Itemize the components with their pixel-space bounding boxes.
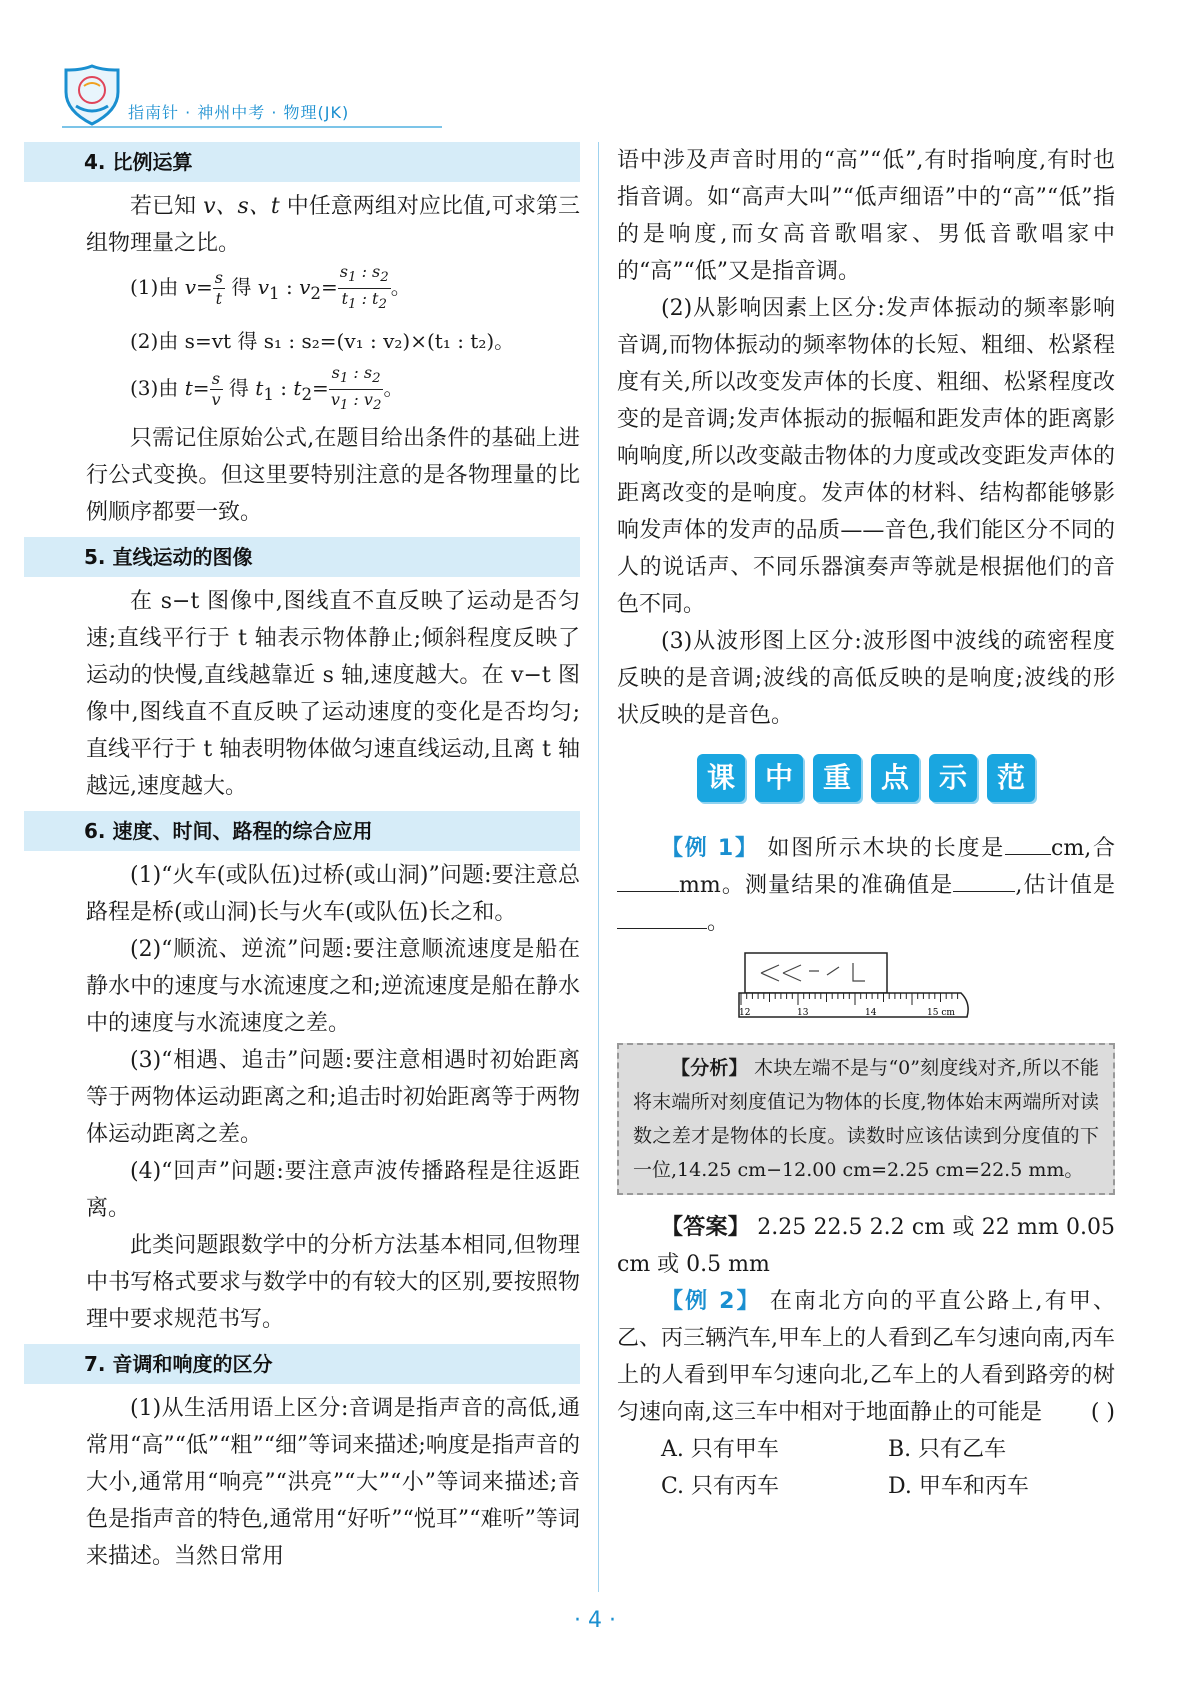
option-b: B. 只有乙车 [888,1437,1007,1462]
answer-blank [953,867,1015,892]
banner-char: 点 [871,754,919,802]
ex1-text-3: mm。测量结果的准确值是 [679,873,954,898]
key-examples-banner [617,754,1115,802]
pitch-loudness-continued: 语中涉及声音时用的“高”“低”,有时指响度,有时也指音调。如“高声大叫”“低声细语”中的“高”“低”指的是响度,而女高音歌唱家、男低音歌唱家中的“高”“低”又是指音调。 [617,148,1115,284]
answer-blank [617,867,679,892]
ex2-text: 在南北方向的平直公路上,有甲、乙、丙三辆汽车,甲车上的人看到乙车匀速向南,丙车上的人看到甲车匀速向北,乙车上的人看到路旁的树匀速向南,这三车中相对于地面静止的可能是 [617,1289,1116,1425]
ratio-note: 只需记住原始公式,在题目给出条件的基础上进行公式变换。但这里要特别注意的是各物理量的比例顺序都要一致。 [86,426,580,526]
application-p1: (1)“火车(或队伍)过桥(或山洞)”问题:要注意总路程是桥(或山洞)长与火车(或队伍)长之和。 [86,863,580,926]
header-rule [62,126,442,128]
formula-1-end: 。 [390,275,411,300]
application-p3: (3)“相遇、追击”问题:要注意相遇时初始距离等于两物体运动距离之和;追击时初始距离等于两物体运动距离之差。 [86,1048,580,1148]
answer-paren: ( ) [1090,1400,1115,1425]
formula-3: (3)由 t= $\frac{s}{v}$ 得 $t_1$ : $t_2=$ $\frac{s_1 : s_2}{v_1 : v_2}$ 。 [130,363,404,414]
section-heading-ratio: 4. 比例运算 [24,142,580,182]
right-column [617,142,1115,1505]
ex1-text-2: cm,合 [1051,836,1115,861]
example-2-question [617,1283,1115,1431]
answer-line [617,1209,1115,1283]
ruler-label: 15 cm [927,1008,955,1018]
application-p4: (4)“回声”问题:要注意声波传播路程是往返距离。 [86,1159,580,1222]
section-heading-application: 6. 速度、时间、路程的综合应用 [24,811,580,851]
option-d: D. 甲车和丙车 [888,1474,1029,1499]
application-p2: (2)“顺流、逆流”问题:要注意顺流速度是船在静水中的速度与水流速度之和;逆流速度是船在静水中的速度与水流速度之差。 [86,937,580,1037]
ruler-label: 12 [739,1008,751,1018]
ratio-intro [86,188,580,262]
ruler-with-block-figure [735,951,995,1029]
section-heading-pitch-loudness: 7. 音调和响度的区分 [24,1344,580,1384]
ex1-text-5: 。 [707,910,730,935]
intro-text-b: 中任意两组对应比值,可求第三组物理量之比。 [86,194,580,256]
banner-char: 范 [987,754,1035,802]
graph-body: 在 s−t 图像中,图线直不直反映了运动是否匀速;直线平行于 t 轴表示物体静止;倾斜程度反映了运动的快慢,直线越靠近 s 轴,速度越大。在 v−t 图像中,图线直不直反映了运动速度的变化是否均匀;直线平行于 t 轴表明物体做匀速直线运动,且离 t 轴越远,速度越大。 [86,589,580,800]
page-number: · 4 · [574,1608,616,1633]
ex1-text-1: 如图所示木块的长度是 [767,836,1006,861]
pitch-loudness-p2: (2)从影响因素上区分:发声体振动的频率影响音调,而物体振动的频率物体的长短、粗细、松紧程度有关,所以改变发声体的长度、粗细、松紧程度改变的是音调;发声体振动的振幅和距发声体的距离影响响度,所以改变敲击物体的力度或改变距发声体的距离改变的是响度。发声体的材料、结构都能够影响发声体的发声的品质——音色,我们能区分不同的人的说话声、不同乐器演奏声等就是根据他们的音色不同。 [617,296,1115,617]
answer-body: 2.25 22.5 2.2 cm 或 22 mm 0.05 cm 或 0.5 mm [617,1215,1115,1277]
analysis-text [633,1051,1099,1187]
answer-blank [1005,830,1051,855]
intro-text-a: 若已知 [130,194,197,219]
school-shield-logo-icon [62,62,122,126]
ruler-label: 13 [797,1008,809,1018]
formula-3-end: 。 [383,376,404,401]
formula-3-prefix: (3)由 [130,376,179,401]
example-1-question [617,830,1115,941]
pitch-loudness-p3: (3)从波形图上区分:波形图中波线的疏密程度反映的是音调;波线的高低反映的是响度;波线的形状反映的是音色。 [617,629,1115,728]
ruler-label: 14 [865,1008,877,1018]
column-divider [598,142,599,1592]
left-column [86,142,580,1575]
example-2-label: 【例 2】 [661,1289,761,1314]
analysis-body: 木块左端不是与“0”刻度线对齐,所以不能将末端所对刻度值记为物体的长度,物体始末两端所对读数之差才是物体的长度。读数时应该估读到分度值的下一位,14.25 cm−12.00 cm=2.25 cm=22.5 mm。 [633,1057,1099,1181]
section-heading-graph: 5. 直线运动的图像 [24,537,580,577]
formula-2: (2)由 s=vt 得 s₁ : s₂=(v₁ : v₂)×(t₁ : t₂)。 [130,329,515,354]
ruler-figure [735,951,995,1029]
banner-char: 课 [697,754,745,802]
formula-3-mid: 得 [228,376,249,401]
application-p5: 此类问题跟数学中的分析方法基本相同,但物理中书写格式要求与数学中的有较大的区别,要按照物理中要求规范书写。 [86,1233,580,1333]
option-a: A. 只有甲车 [661,1437,779,1462]
analysis-box [617,1043,1115,1195]
pitch-loudness-p1: (1)从生活用语上区分:音调是指声音的高低,通常用“高”“低”“粗”“细”等词来描述;响度是指声音的大小,通常用“响亮”“洪亮”“大”“小”等词来描述;音色是指声音的特色,通常用“好听”“悦耳”“难听”等词来描述。当然日常用 [86,1396,580,1570]
banner-char: 重 [813,754,861,802]
example-1-label: 【例 1】 [661,836,759,861]
header-title: 指南针 · 神州中考 · 物理(JK) [128,103,350,122]
formula-1-prefix: (1)由 [130,275,179,300]
option-c: C. 只有丙车 [661,1474,780,1499]
analysis-label: 【分析】 [671,1057,748,1079]
ex1-text-4: ,估计值是 [1015,873,1115,898]
banner-char: 中 [755,754,803,802]
page-header [62,62,442,128]
formula-1: (1)由 v= $\frac{s}{t}$ 得 $v_1$ : $v_2=$ $\frac{s_1 : s_2}{t_1 : t_2}$ 。 [130,262,411,313]
answer-label: 【答案】 [661,1215,750,1240]
banner-char: 示 [929,754,977,802]
answer-blank [617,904,707,929]
example-2-options [617,1431,1115,1505]
formula-1-mid: 得 [231,275,252,300]
intro-vars: v、s、t [203,194,280,219]
